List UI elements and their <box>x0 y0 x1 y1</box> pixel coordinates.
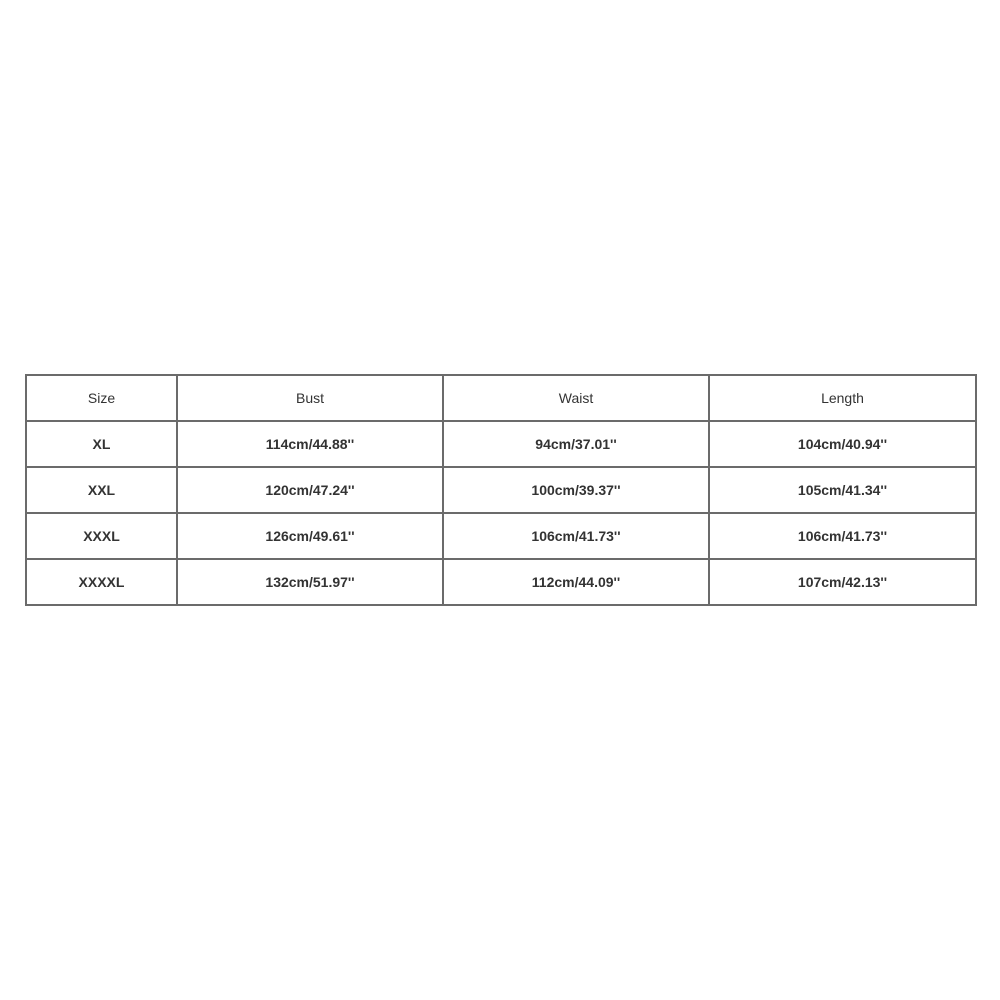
cell-length: 104cm/40.94'' <box>709 421 976 467</box>
cell-size: XL <box>26 421 177 467</box>
cell-bust: 114cm/44.88'' <box>177 421 443 467</box>
cell-size: XXXXL <box>26 559 177 605</box>
table-row <box>26 559 976 605</box>
header-length: Length <box>709 375 976 421</box>
cell-size: XXXL <box>26 513 177 559</box>
cell-waist: 100cm/39.37'' <box>443 467 709 513</box>
cell-size: XXL <box>26 467 177 513</box>
header-size: Size <box>26 375 177 421</box>
cell-bust: 126cm/49.61'' <box>177 513 443 559</box>
cell-length: 106cm/41.73'' <box>709 513 976 559</box>
cell-length: 105cm/41.34'' <box>709 467 976 513</box>
header-bust: Bust <box>177 375 443 421</box>
table-row <box>26 513 976 559</box>
cell-length: 107cm/42.13'' <box>709 559 976 605</box>
cell-waist: 94cm/37.01'' <box>443 421 709 467</box>
table-row <box>26 421 976 467</box>
cell-waist: 106cm/41.73'' <box>443 513 709 559</box>
cell-bust: 132cm/51.97'' <box>177 559 443 605</box>
header-waist: Waist <box>443 375 709 421</box>
size-chart-body <box>26 421 976 605</box>
cell-bust: 120cm/47.24'' <box>177 467 443 513</box>
size-chart-table <box>25 374 977 606</box>
header-row <box>26 375 976 421</box>
cell-waist: 112cm/44.09'' <box>443 559 709 605</box>
table-row <box>26 467 976 513</box>
size-chart-header <box>26 375 976 421</box>
